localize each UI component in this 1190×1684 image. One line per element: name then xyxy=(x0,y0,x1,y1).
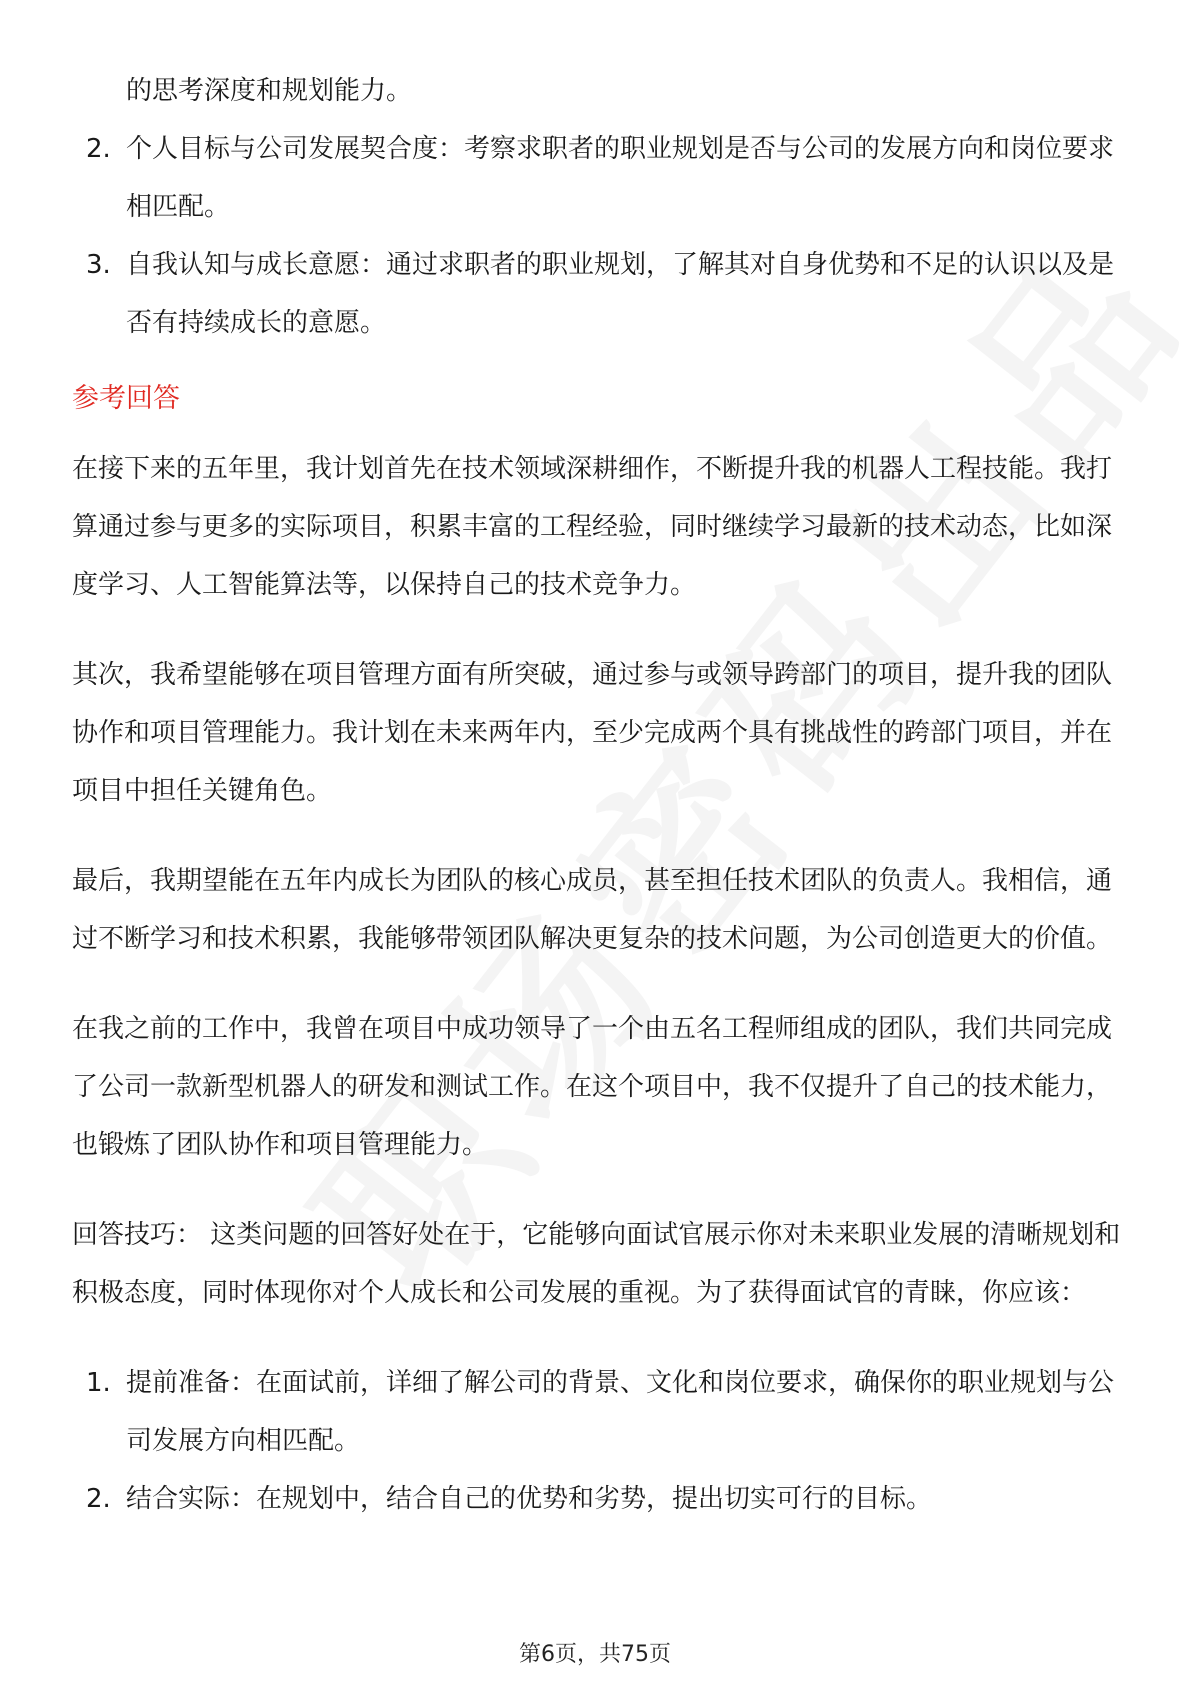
list-item-number: 2. xyxy=(86,1484,111,1514)
list-item xyxy=(72,1470,1122,1528)
list-item-text: 结合实际：在规划中，结合自己的优势和劣势，提出切实可行的目标。 xyxy=(126,1484,933,1514)
tips-list xyxy=(72,1354,1122,1528)
paragraph: 最后，我期望能在五年内成长为团队的核心成员，甚至担任技术团队的负责人。我相信，通过不断学习和技术积累，我能够带领团队解决更复杂的技术问题，为公司创造更大的价值。 xyxy=(72,866,1113,954)
list-item-text: 个人目标与公司发展契合度：考察求职者的职业规划是否与公司的发展方向和岗位要求相匹配。 xyxy=(126,134,1115,222)
paragraph: 回答技巧： 这类问题的回答好处在于，它能够向面试官展示你对未来职业发展的清晰规划和积极态度，同时体现你对个人成长和公司发展的重视。为了获得面试官的青睐，你应该： xyxy=(72,1220,1121,1308)
page-number: 第6页，共75页 xyxy=(519,1642,671,1667)
list-item-text: 自我认知与成长意愿：通过求职者的职业规划，了解其对自身优势和不足的认识以及是否有持续成长的意愿。 xyxy=(126,250,1115,338)
list-item-number: 3. xyxy=(86,250,111,280)
list-item-text: 的思考深度和规划能力。 xyxy=(126,76,413,106)
paragraph: 其次，我希望能够在项目管理方面有所突破，通过参与或领导跨部门的项目，提升我的团队协作和项目管理能力。我计划在未来两年内，至少完成两个具有挑战性的跨部门项目，并在项目中担任关键角色。 xyxy=(72,660,1113,806)
list-item-text: 提前准备：在面试前，详细了解公司的背景、文化和岗位要求，确保你的职业规划与公司发展方向相匹配。 xyxy=(126,1368,1115,1456)
paragraph: 在接下来的五年里，我计划首先在技术领域深耕细作，不断提升我的机器人工程技能。我打算通过参与更多的实际项目，积累丰富的工程经验，同时继续学习最新的技术动态，比如深度学习、人工智能算法等，以保持自己的技术竞争力。 xyxy=(72,454,1113,600)
list-item xyxy=(72,236,1122,352)
list-item-number: 2. xyxy=(86,134,111,164)
list-item xyxy=(72,120,1122,236)
criteria-list xyxy=(72,62,1122,352)
paragraph: 在我之前的工作中，我曾在项目中成功领导了一个由五名工程师组成的团队，我们共同完成了公司一款新型机器人的研发和测试工作。在这个项目中，我不仅提升了自己的技术能力，也锻炼了团队协作和项目管理能力。 xyxy=(72,1014,1113,1160)
page-content xyxy=(72,62,1122,1528)
list-item-number: 1. xyxy=(86,1368,111,1398)
list-item xyxy=(72,1354,1122,1470)
section-heading: 参考回答 xyxy=(72,383,180,414)
list-item xyxy=(72,62,1122,120)
